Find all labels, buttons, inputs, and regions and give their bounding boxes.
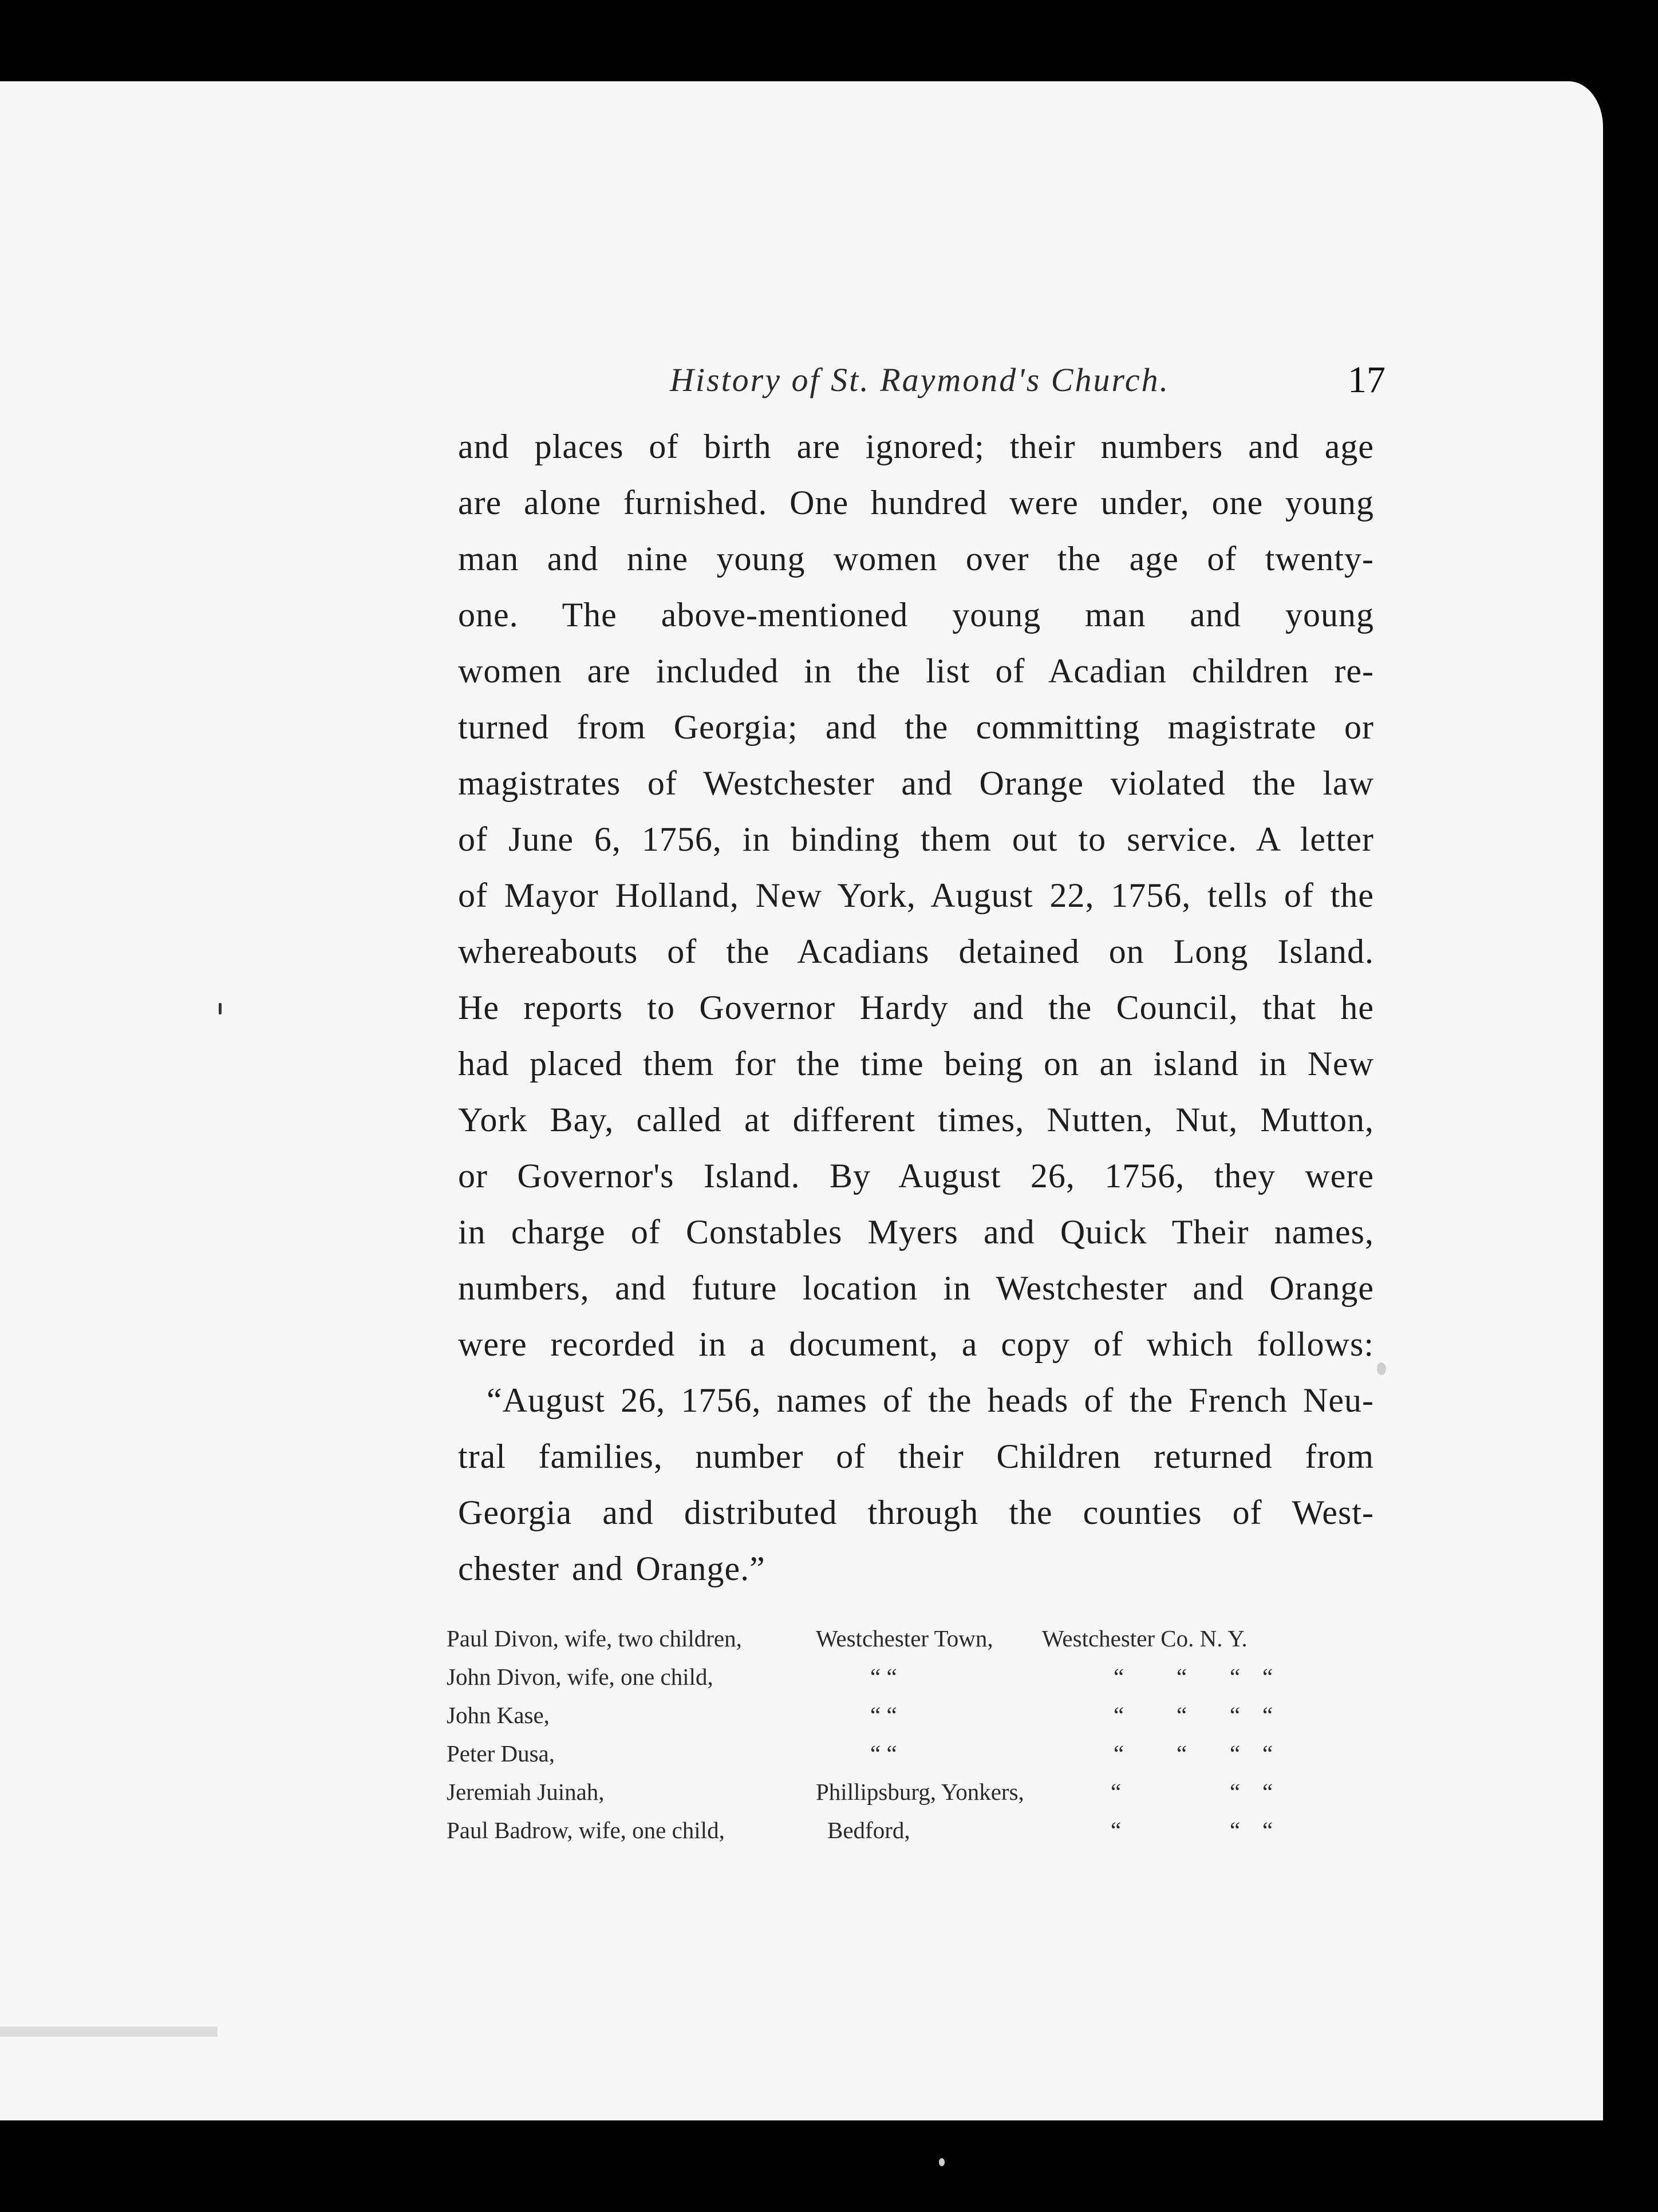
- table-row: [447, 1816, 1305, 1848]
- body-line: in charge of Constables Myers and Quick Their names,: [458, 1213, 1374, 1251]
- family-name: Peter Dusa,: [447, 1740, 555, 1767]
- dust-speck: [219, 1003, 222, 1014]
- body-line: or Governor's Island. By August 26, 1756, they were: [458, 1157, 1374, 1195]
- table-row: [447, 1740, 1305, 1772]
- town: Westchester Town,: [816, 1625, 993, 1652]
- ditto-mark: “: [1230, 1664, 1241, 1690]
- ditto-mark: “: [1262, 1779, 1273, 1805]
- family-name: Paul Badrow, wife, one child,: [447, 1817, 725, 1843]
- family-name: John Divon, wife, one child,: [447, 1664, 713, 1690]
- body-line: numbers, and future location in Westchester and Orange: [458, 1269, 1374, 1307]
- family-name: Jeremiah Juinah,: [447, 1779, 605, 1805]
- body-line: were recorded in a document, a copy of which follows:: [458, 1325, 1374, 1363]
- body-line: one. The above-mentioned young man and young: [458, 596, 1374, 634]
- ditto-mark: “: [1177, 1702, 1187, 1728]
- ditto-mark: “: [1262, 1740, 1273, 1767]
- ditto-mark: “: [1177, 1664, 1187, 1690]
- ditto-mark: “ “: [870, 1664, 897, 1690]
- ditto-mark: “: [1230, 1702, 1241, 1728]
- table-row: [447, 1625, 1305, 1657]
- ditto-mark: “: [1262, 1817, 1273, 1843]
- body-line: women are included in the list of Acadian children re-: [458, 652, 1374, 690]
- town: Phillipsburg, Yonkers,: [816, 1779, 1024, 1805]
- family-name: Paul Divon, wife, two children,: [447, 1625, 742, 1652]
- page-header: [670, 361, 1385, 412]
- town: Bedford,: [827, 1817, 910, 1843]
- county: Westchester Co. N. Y.: [1042, 1625, 1248, 1652]
- ditto-mark: “: [1111, 1779, 1122, 1805]
- body-line: had placed them for the time being on an island in New: [458, 1045, 1374, 1083]
- ditto-mark: “: [1177, 1740, 1187, 1767]
- quote-line: tral families, number of their Children returned from: [458, 1437, 1374, 1475]
- ditto-mark: “: [1230, 1779, 1241, 1805]
- body-line: York Bay, called at different times, Nutten, Nut, Mutton,: [458, 1101, 1374, 1139]
- running-title: History of St. Raymond's Church.: [670, 361, 1170, 398]
- ditto-mark: “: [1230, 1817, 1241, 1843]
- ditto-mark: “: [1114, 1702, 1124, 1728]
- quote-line: chester and Orange.”: [458, 1550, 765, 1587]
- body-line: turned from Georgia; and the committing magistrate or: [458, 708, 1374, 746]
- ditto-mark: “: [1230, 1740, 1241, 1767]
- body-line: of June 6, 1756, in binding them out to service. A letter: [458, 820, 1374, 858]
- body-line: man and nine young women over the age of twenty-: [458, 540, 1374, 578]
- body-line: whereabouts of the Acadians detained on Long Island.: [458, 933, 1374, 970]
- ditto-mark: “: [1111, 1817, 1122, 1843]
- ditto-mark: “: [1114, 1664, 1124, 1690]
- page-number: 17: [1348, 359, 1385, 401]
- ditto-mark: “: [1114, 1740, 1124, 1767]
- ditto-mark: “ “: [870, 1702, 897, 1728]
- table-row: [447, 1778, 1305, 1810]
- dust-speck: [1377, 1362, 1386, 1375]
- page-edge: [0, 2027, 218, 2037]
- body-line: are alone furnished. One hundred were under, one young: [458, 484, 1374, 522]
- family-name: John Kase,: [447, 1702, 550, 1728]
- table-row: [447, 1663, 1305, 1695]
- dust-speck: [939, 2158, 945, 2166]
- quote-line: Georgia and distributed through the counties of West-: [458, 1494, 1374, 1531]
- ditto-mark: “: [1262, 1702, 1273, 1728]
- quote-line: “August 26, 1756, names of the heads of the French Neu-: [487, 1381, 1374, 1419]
- body-line: and places of birth are ignored; their numbers and age: [458, 428, 1374, 465]
- body-line: He reports to Governor Hardy and the Council, that he: [458, 989, 1374, 1026]
- table-row: [447, 1701, 1305, 1733]
- body-line: magistrates of Westchester and Orange violated the law: [458, 764, 1374, 802]
- body-line: of Mayor Holland, New York, August 22, 1756, tells of the: [458, 876, 1374, 914]
- ditto-mark: “ “: [870, 1740, 897, 1767]
- ditto-mark: “: [1262, 1664, 1273, 1690]
